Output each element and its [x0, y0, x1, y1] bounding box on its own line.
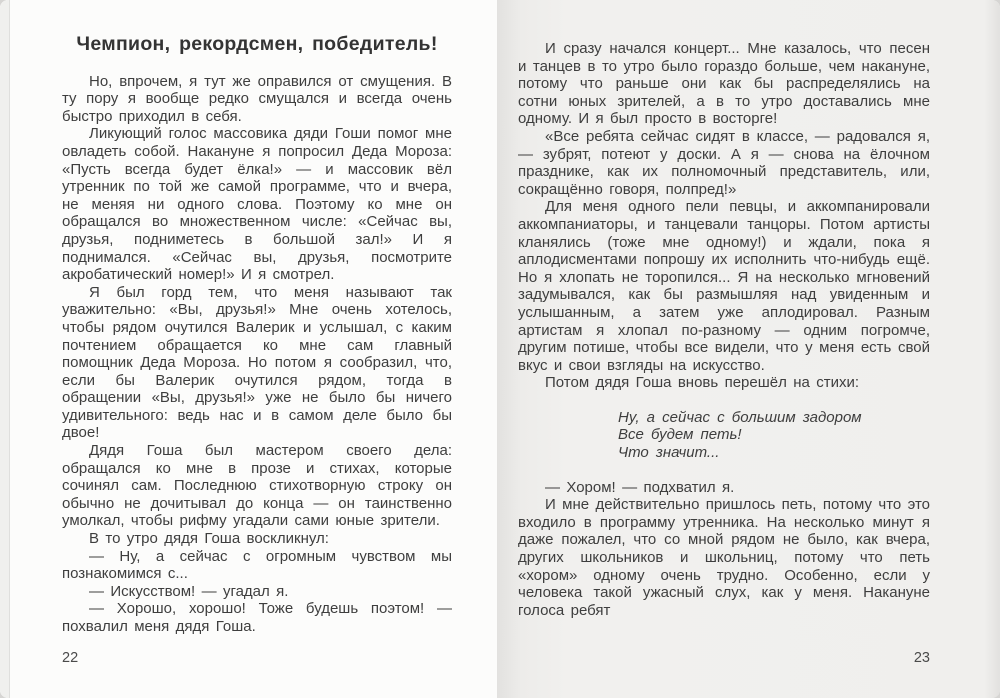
paragraph: Ликующий голос массовика дяди Гоши помог мне овладеть собой. Накануне я попросил Деда Мороза: «Пусть всегда будет ёлка!» — и массовик вёл утренник по той же самой программе, что и вчера, не меняя ни одного слова. Поэтому ко мне он обращался во множественном числе: «Сейчас вы, друзья, подниметесь в большой зал!» И я поднимался. «Сейчас вы, друзья, посмотрите акробатический номер!» И я смотрел. — [62, 125, 452, 284]
dialogue-line: — Хором! — подхватил я. — [545, 478, 735, 496]
paragraph: Дядя Гоша был мастером своего дела: обращался ко мне в прозе и стихах, которые сочинял сам. Последнюю стихотворную строку он обычно не дочитывал до конца — он таинственно умолкал, чтобы рифму угадали сами юные зрители. — [62, 442, 452, 530]
right-page-text — [518, 40, 930, 619]
right-page-edge — [984, 0, 1000, 698]
paragraph: Для меня одного пели певцы, и аккомпанировали аккомпаниаторы, и танцевали танцоры. Потом артисты кланялись (тоже мне одному!) и ждали, пока я аплодисментами попрошу их исполнить что-нибудь ещё. Но я хлопать не торопился... Я на несколько мгновений задумывался, как бы размышляя над увиденным и услышанным, а затем уже аплодировал. Разным артистам я хлопал по-разному — одним погромче, другим потише, чтобы все видели, что у меня есть свой вкус и свои взгляды на искусство. — [518, 198, 930, 374]
chapter-title: Чемпион, рекордсмен, победитель! — [76, 33, 438, 55]
verse-line: Что значит... — [618, 444, 720, 462]
paragraph: Но, впрочем, я тут же оправился от смущения. В ту пору я вообще редко смущался и всегда очень быстро приходил в себя. — [62, 72, 452, 125]
paragraph: И сразу начался концерт... Мне казалось, что песен и танцев в то утро было гораздо больше, чем накануне, потому что раньше они как бы распределялись на сотни юных зрителей, а в то утро доставались мне одному. И я был просто в восторге! — [518, 40, 930, 128]
dialogue-line: — Хорошо, хорошо! Тоже будешь поэтом! — похвалил меня дядя Гоша. — [62, 600, 452, 635]
verse-line: Все будем петь! — [618, 426, 742, 444]
paragraph: Я был горд тем, что меня называют так уважительно: «Вы, друзья!» Мне очень хотелось, чтобы рядом очутился Валерик и услышал, с каким почтением обращается ко мне сам главный помощник Деда Мороза. Но потом я сообразил, что, если бы Валерик очутился рядом, тогда в обращении «Вы, друзья!» уже не было бы ничего удивительного: ведь нас и в самом деле было бы двое! — [62, 283, 452, 442]
dialogue-line: — Ну, а сейчас с огромным чувством мы познакомимся с... — [62, 547, 452, 583]
page-number-right: 23 — [913, 650, 930, 666]
verse-line: Ну, а сейчас с большим задором — [618, 408, 862, 426]
paragraph: И мне действительно пришлось петь, потому что это входило в программу утренника. На несколько минут я даже пожалел, что со мной рядом не было, как вчера, других школьников и школьниц, потому что петь «хором» одному очень трудно. Особенно, если у человека такой ужасный слух, как у меня. Накануне голоса ребят — [518, 496, 930, 619]
left-page-text — [62, 33, 452, 636]
paragraph: В то утро дядя Гоша воскликнул: — [89, 530, 329, 548]
paragraph: Потом дядя Гоша вновь перешёл на стихи: — [545, 374, 860, 392]
left-page-edge — [0, 0, 10, 698]
page-number-left: 22 — [62, 650, 79, 666]
verse-block — [618, 409, 930, 462]
paragraph: «Все ребята сейчас сидят в классе, — радовался я, — зубрят, потеют у доски. А я — снова на ёлочном празднике, как их полномочный представитель, или, сокращённо говоря, полпред!» — [518, 127, 930, 198]
dialogue-line: — Искусством! — угадал я. — [89, 582, 289, 600]
